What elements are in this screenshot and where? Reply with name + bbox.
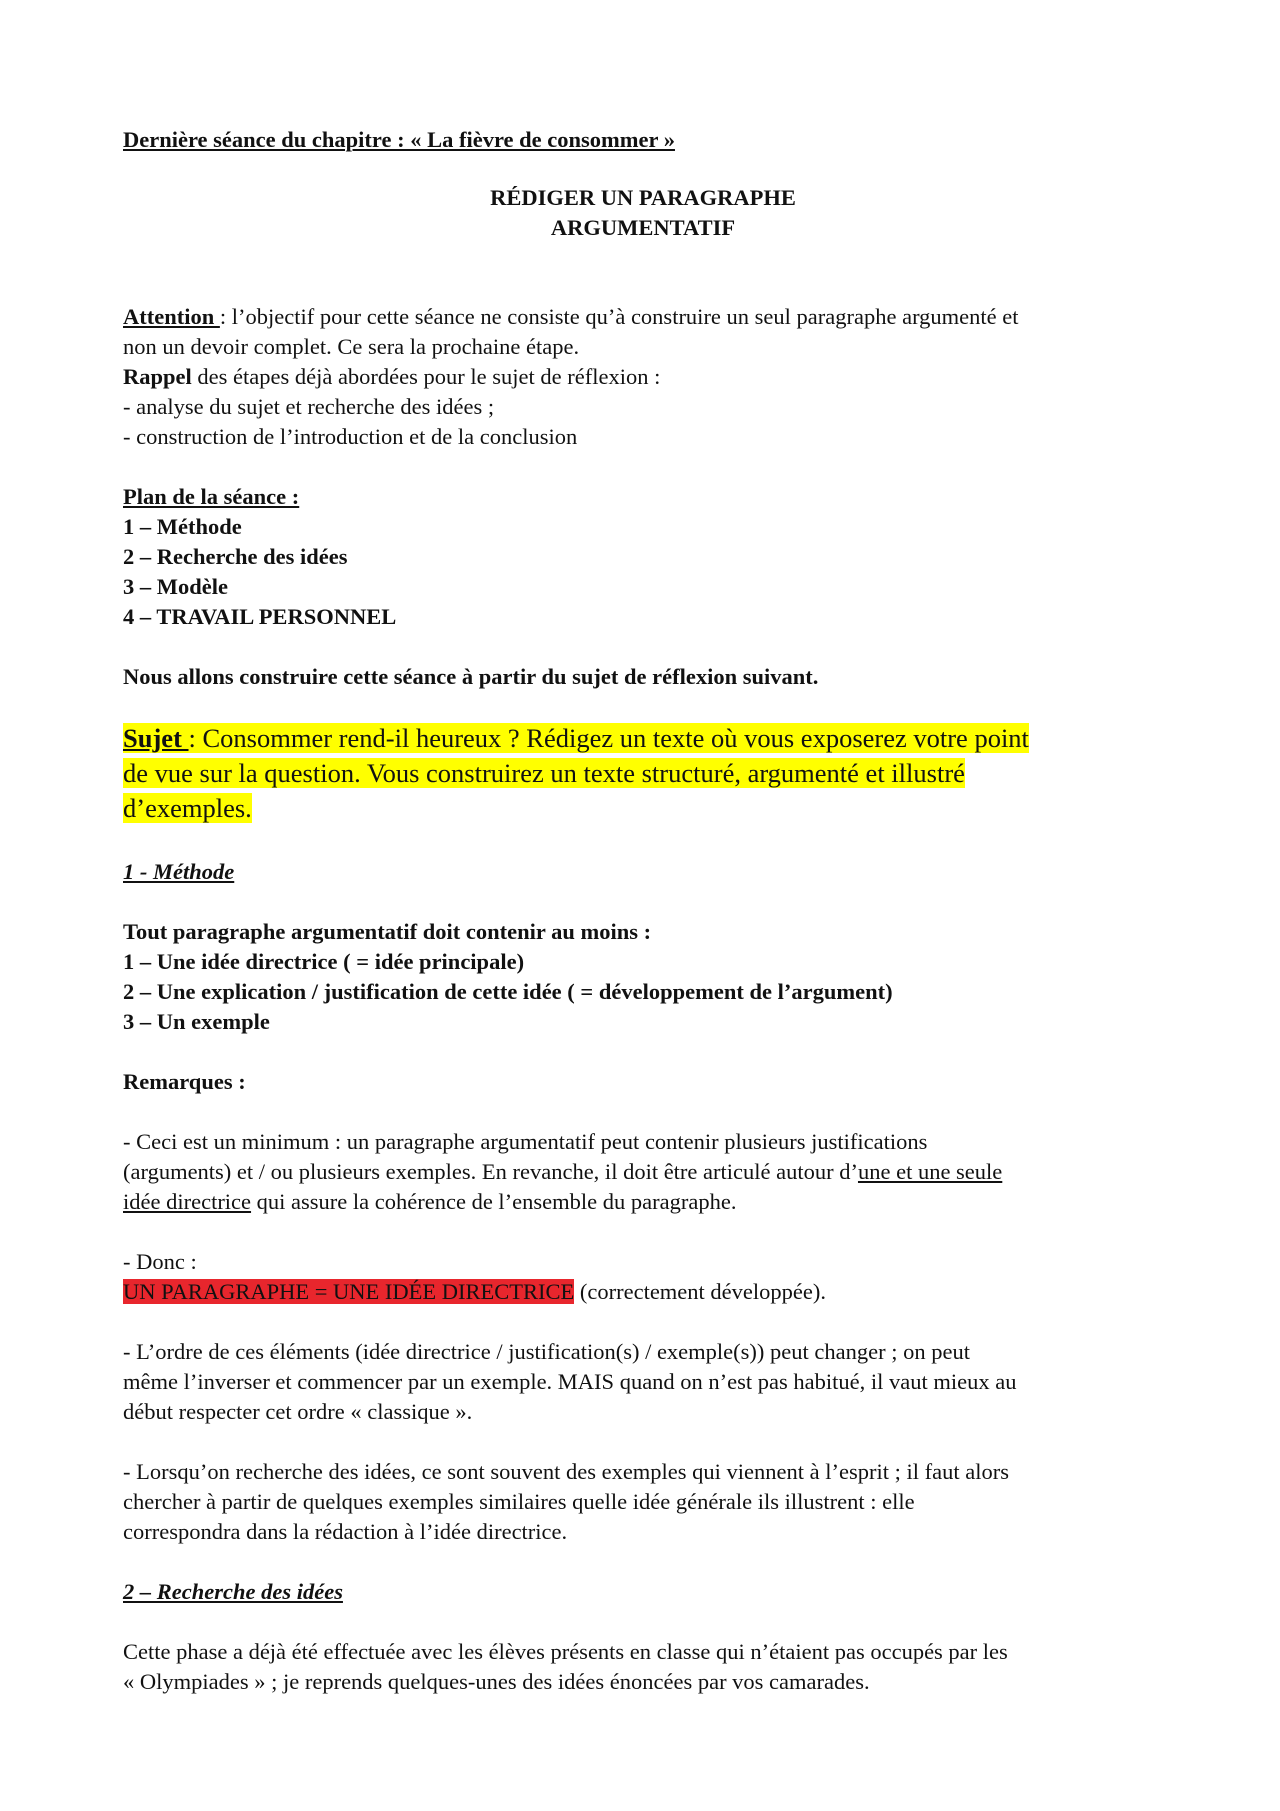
subject-line-3 xyxy=(123,790,252,826)
research-line-1: Cette phase a déjà été effectuée avec les élèves présents en classe qui n’étaient pas occupés par les xyxy=(123,1639,1008,1664)
attention-line-2: non un devoir complet. Ce sera la prochaine étape. xyxy=(123,334,580,359)
method-item: 2 – Une explication / justification de cette idée ( = développement de l’argument) xyxy=(123,979,893,1004)
subject-label: Sujet xyxy=(123,723,189,753)
plan-item: 4 – TRAVAIL PERSONNEL xyxy=(123,604,397,629)
research-line-2: « Olympiades » ; je reprends quelques-unes des idées énoncées par vos camarades. xyxy=(123,1669,870,1694)
subject-highlight: de vue sur la question. Vous construirez un texte structuré, argumenté et illustré xyxy=(123,758,965,788)
remarks-heading: Remarques : xyxy=(123,1069,246,1094)
subject-text: : Consommer rend-il heureux ? Rédigez un texte où vous exposerez votre point xyxy=(188,723,1029,753)
key-rule-highlight: UN PARAGRAPHE = UNE IDÉE DIRECTRICE xyxy=(123,1279,575,1304)
attention-label: Attention xyxy=(123,304,220,329)
remark-1-line-3 xyxy=(123,1187,736,1217)
plan-item: 3 – Modèle xyxy=(123,574,228,599)
remark-1-line-1: - Ceci est un minimum : un paragraphe argumentatif peut contenir plusieurs justifications xyxy=(123,1129,928,1154)
rappel-line xyxy=(123,362,660,392)
method-item: 1 – Une idée directrice ( = idée principale) xyxy=(123,949,525,974)
remark-4-line-2: chercher à partir de quelques exemples similaires quelle idée générale ils illustrent : elle xyxy=(123,1489,915,1514)
plan-closing: Nous allons construire cette séance à partir du sujet de réflexion suivant. xyxy=(123,664,819,689)
research-heading: 2 – Recherche des idées xyxy=(123,1579,343,1604)
remark-emphasis: idée directrice xyxy=(123,1189,252,1214)
remark-3-line-1: - L’ordre de ces éléments (idée directrice / justification(s) / exemple(s)) peut changer ; on peut xyxy=(123,1339,970,1364)
subject-highlight xyxy=(123,723,1029,753)
method-heading: 1 - Méthode xyxy=(123,859,235,884)
plan-item: 1 – Méthode xyxy=(123,514,242,539)
remark-text: qui assure la cohérence de l’ensemble du paragraphe. xyxy=(251,1189,737,1214)
plan-item: 2 – Recherche des idées xyxy=(123,544,348,569)
remark-3-line-3: début respecter cet ordre « classique ». xyxy=(123,1399,473,1424)
rappel-label: Rappel xyxy=(123,364,192,389)
rappel-item: - analyse du sujet et recherche des idées ; xyxy=(123,394,495,419)
main-title-line-2: ARGUMENTATIF xyxy=(550,215,736,240)
remark-text: (correctement développée). xyxy=(574,1279,826,1304)
rappel-text: des étapes déjà abordées pour le sujet de réflexion : xyxy=(191,364,661,389)
subject-line-2 xyxy=(123,755,965,791)
remark-emphasis: une et une seule xyxy=(857,1159,1003,1184)
subject-highlight: d’exemples. xyxy=(123,793,252,823)
rappel-item: - construction de l’introduction et de la conclusion xyxy=(123,424,578,449)
attention-line-1 xyxy=(123,302,1019,332)
remark-2-line-1: - Donc : xyxy=(123,1249,197,1274)
remark-2-line-2 xyxy=(123,1277,826,1307)
method-intro: Tout paragraphe argumentatif doit contenir au moins : xyxy=(123,919,652,944)
subject-line-1 xyxy=(123,720,1029,756)
method-item: 3 – Un exemple xyxy=(123,1009,270,1034)
remark-4-line-1: - Lorsqu’on recherche des idées, ce sont souvent des exemples qui viennent à l’esprit ; il faut alors xyxy=(123,1459,1009,1484)
remark-4-line-3: correspondra dans la rédaction à l’idée directrice. xyxy=(123,1519,568,1544)
main-title-line-1: RÉDIGER UN PARAGRAPHE xyxy=(490,185,796,210)
remark-3-line-2: même l’inverser et commencer par un exemple. MAIS quand on n’est pas habitué, il vaut mieux au xyxy=(123,1369,1017,1394)
chapter-title: Dernière séance du chapitre : « La fièvre de consommer » xyxy=(123,127,675,152)
attention-text: : l’objectif pour cette séance ne consiste qu’à construire un seul paragraphe argumenté et xyxy=(219,304,1019,329)
remark-text: (arguments) et / ou plusieurs exemples. En revanche, il doit être articulé autour d’ xyxy=(123,1159,858,1184)
remark-1-line-2 xyxy=(123,1157,1002,1187)
plan-heading: Plan de la séance : xyxy=(123,484,300,509)
